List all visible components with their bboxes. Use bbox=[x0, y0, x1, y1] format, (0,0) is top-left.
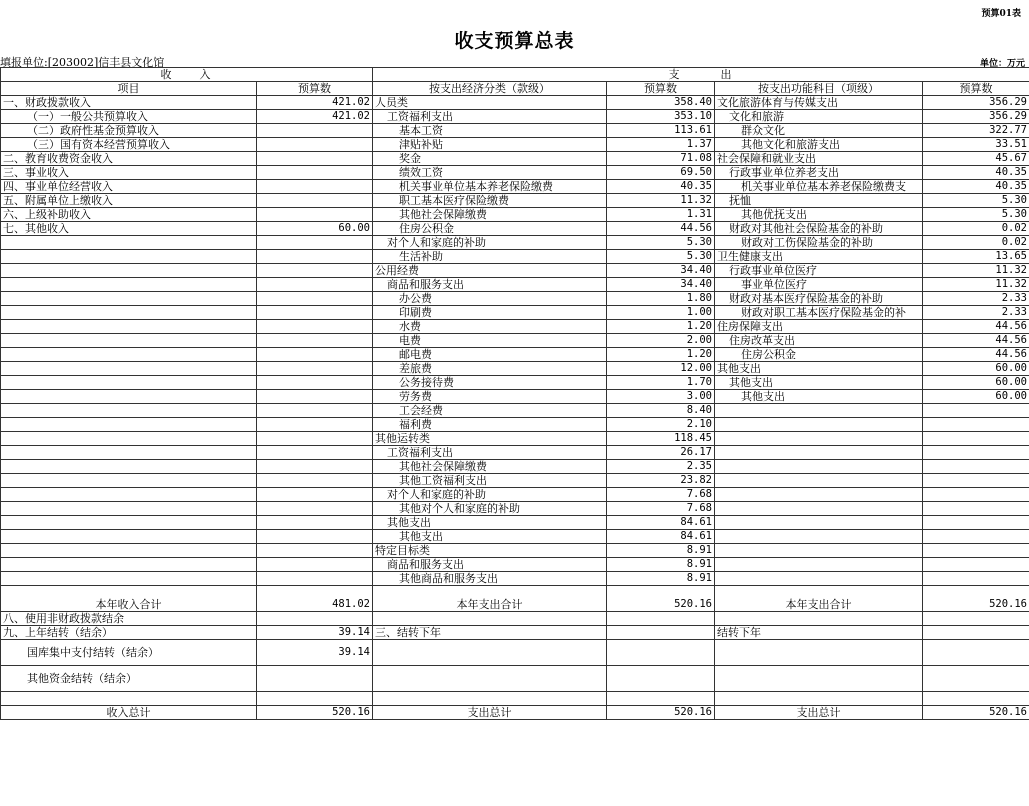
income-item: 五、附属单位上缴收入 bbox=[1, 194, 257, 208]
func-budget-value: 5.30 bbox=[923, 194, 1029, 208]
table-row bbox=[1, 418, 1029, 432]
econ-item: 对个人和家庭的补助 bbox=[373, 488, 607, 502]
income-item bbox=[1, 320, 257, 334]
econ-budget-value: 1.37 bbox=[607, 138, 715, 152]
func-subtotal-value: 520.16 bbox=[923, 586, 1029, 612]
income-item: 一、财政拨款收入 bbox=[1, 96, 257, 110]
econ-item: 工资福利支出 bbox=[373, 446, 607, 460]
header-group-row bbox=[1, 68, 1029, 82]
income-budget-value bbox=[257, 264, 373, 278]
func-item: 住房保障支出 bbox=[715, 320, 923, 334]
income-item bbox=[1, 432, 257, 446]
econ-budget-value: 8.91 bbox=[607, 558, 715, 572]
income-budget-value: 60.00 bbox=[257, 222, 373, 236]
carry-next-year-label: 三、结转下年 bbox=[373, 626, 607, 640]
income-item bbox=[1, 362, 257, 376]
econ-item: 机关事业单位基本养老保险缴费 bbox=[373, 180, 607, 194]
table-row bbox=[1, 362, 1029, 376]
expense-group-header: 支 出 bbox=[373, 68, 1029, 82]
func-budget-value bbox=[923, 502, 1029, 516]
econ-item: 绩效工资 bbox=[373, 166, 607, 180]
func-item: 财政对职工基本医疗保险基金的补 bbox=[715, 306, 923, 320]
income-item: 二、教育收费资金收入 bbox=[1, 152, 257, 166]
econ-budget-value: 69.50 bbox=[607, 166, 715, 180]
fill-unit: 填报单位:[203002]信丰县文化馆 bbox=[0, 56, 165, 69]
table-row bbox=[1, 110, 1029, 124]
treasury-carry-row bbox=[1, 640, 1029, 666]
econ-item: 工资福利支出 bbox=[373, 110, 607, 124]
table-row bbox=[1, 460, 1029, 474]
func-item bbox=[715, 530, 923, 544]
income-item bbox=[1, 264, 257, 278]
income-total-label: 收入总计 bbox=[1, 706, 257, 720]
func-item bbox=[715, 558, 923, 572]
func-item: 其他支出 bbox=[715, 362, 923, 376]
econ-item: 商品和服务支出 bbox=[373, 278, 607, 292]
func-budget-value bbox=[923, 530, 1029, 544]
table-row bbox=[1, 194, 1029, 208]
econ-item: 工会经费 bbox=[373, 404, 607, 418]
econ-item: 其他社会保障缴费 bbox=[373, 208, 607, 222]
income-budget-value bbox=[257, 488, 373, 502]
table-row bbox=[1, 166, 1029, 180]
income-budget-value bbox=[257, 278, 373, 292]
income-budget-value bbox=[257, 236, 373, 250]
econ-item: 基本工资 bbox=[373, 124, 607, 138]
econ-item: 对个人和家庭的补助 bbox=[373, 236, 607, 250]
econ-budget-value: 2.00 bbox=[607, 334, 715, 348]
income-budget-value bbox=[257, 180, 373, 194]
econ-budget-value: 3.00 bbox=[607, 390, 715, 404]
func-budget-value: 60.00 bbox=[923, 376, 1029, 390]
econ-budget-value: 1.20 bbox=[607, 320, 715, 334]
table-row bbox=[1, 264, 1029, 278]
func-budget-value: 322.77 bbox=[923, 124, 1029, 138]
income-item bbox=[1, 530, 257, 544]
income-budget-value bbox=[257, 292, 373, 306]
econ-budget-value: 84.61 bbox=[607, 530, 715, 544]
func-item: 社会保障和就业支出 bbox=[715, 152, 923, 166]
income-budget-value bbox=[257, 516, 373, 530]
econ-item: 电费 bbox=[373, 334, 607, 348]
income-item bbox=[1, 334, 257, 348]
econ-budget-value: 1.31 bbox=[607, 208, 715, 222]
table-row bbox=[1, 306, 1029, 320]
page-title: 收支预算总表 bbox=[454, 30, 575, 52]
table-row bbox=[1, 488, 1029, 502]
func-item bbox=[715, 544, 923, 558]
func-item: 其他支出 bbox=[715, 390, 923, 404]
econ-item: 津贴补贴 bbox=[373, 138, 607, 152]
form-code: 预算01表 bbox=[981, 9, 1021, 19]
income-item: 三、事业收入 bbox=[1, 166, 257, 180]
econ-budget-value: 5.30 bbox=[607, 250, 715, 264]
econ-item: 其他社会保障缴费 bbox=[373, 460, 607, 474]
table-row bbox=[1, 530, 1029, 544]
expense-subtotal-value: 520.16 bbox=[607, 586, 715, 612]
func-budget-value: 40.35 bbox=[923, 180, 1029, 194]
table-row bbox=[1, 516, 1029, 530]
income-budget-value bbox=[257, 530, 373, 544]
econ-item: 其他运转类 bbox=[373, 432, 607, 446]
func-item: 其他支出 bbox=[715, 376, 923, 390]
table-row bbox=[1, 152, 1029, 166]
func-class-header: 按支出功能科目（项级） bbox=[715, 82, 923, 96]
econ-item: 差旅费 bbox=[373, 362, 607, 376]
func-item: 其他文化和旅游支出 bbox=[715, 138, 923, 152]
func-item bbox=[715, 404, 923, 418]
econ-item: 住房公积金 bbox=[373, 222, 607, 236]
income-budget-value: 421.02 bbox=[257, 96, 373, 110]
budget-header: 预算数 bbox=[923, 82, 1029, 96]
table-row bbox=[1, 404, 1029, 418]
treasury-carryover-label: 国库集中支付结转（结余） bbox=[1, 640, 257, 666]
func-budget-value: 356.29 bbox=[923, 110, 1029, 124]
func-item: 财政对其他社会保险基金的补助 bbox=[715, 222, 923, 236]
income-item bbox=[1, 278, 257, 292]
econ-item: 福利费 bbox=[373, 418, 607, 432]
econ-item: 职工基本医疗保险缴费 bbox=[373, 194, 607, 208]
blank-row bbox=[1, 692, 1029, 706]
econ-budget-value: 12.00 bbox=[607, 362, 715, 376]
income-budget-value bbox=[257, 390, 373, 404]
budget-header: 预算数 bbox=[257, 82, 373, 96]
income-budget-value bbox=[257, 376, 373, 390]
econ-class-header: 按支出经济分类（款级） bbox=[373, 82, 607, 96]
func-subtotal-label: 本年支出合计 bbox=[715, 586, 923, 612]
table-row bbox=[1, 278, 1029, 292]
econ-item: 其他支出 bbox=[373, 530, 607, 544]
income-item: 七、其他收入 bbox=[1, 222, 257, 236]
econ-budget-value: 34.40 bbox=[607, 264, 715, 278]
income-item bbox=[1, 446, 257, 460]
func-budget-value: 5.30 bbox=[923, 208, 1029, 222]
econ-budget-value: 40.35 bbox=[607, 180, 715, 194]
func-budget-value: 60.00 bbox=[923, 362, 1029, 376]
func-total-value: 520.16 bbox=[923, 706, 1029, 720]
econ-budget-value: 23.82 bbox=[607, 474, 715, 488]
income-budget-value bbox=[257, 250, 373, 264]
income-budget-value bbox=[257, 348, 373, 362]
func-total-label: 支出总计 bbox=[715, 706, 923, 720]
econ-budget-value: 8.91 bbox=[607, 572, 715, 586]
carry-next-year-func-label: 结转下年 bbox=[715, 626, 923, 640]
subtotal-row bbox=[1, 586, 1029, 612]
func-budget-value bbox=[923, 460, 1029, 474]
econ-item: 其他商品和服务支出 bbox=[373, 572, 607, 586]
income-item bbox=[1, 544, 257, 558]
func-item bbox=[715, 516, 923, 530]
func-item: 财政对基本医疗保险基金的补助 bbox=[715, 292, 923, 306]
income-budget-value bbox=[257, 404, 373, 418]
table-row bbox=[1, 446, 1029, 460]
income-item bbox=[1, 404, 257, 418]
econ-budget-value: 84.61 bbox=[607, 516, 715, 530]
func-budget-value bbox=[923, 572, 1029, 586]
func-item bbox=[715, 432, 923, 446]
econ-item: 邮电费 bbox=[373, 348, 607, 362]
func-budget-value bbox=[923, 488, 1029, 502]
econ-item: 商品和服务支出 bbox=[373, 558, 607, 572]
income-budget-value bbox=[257, 502, 373, 516]
func-budget-value: 0.02 bbox=[923, 222, 1029, 236]
func-item: 财政对工伤保险基金的补助 bbox=[715, 236, 923, 250]
income-item: （一）一般公共预算收入 bbox=[1, 110, 257, 124]
table-row bbox=[1, 544, 1029, 558]
econ-budget-value: 1.00 bbox=[607, 306, 715, 320]
income-budget-value: 421.02 bbox=[257, 110, 373, 124]
other-funds-carryover-label: 其他资金结转（结余） bbox=[1, 666, 257, 692]
econ-budget-value: 7.68 bbox=[607, 502, 715, 516]
income-budget-value bbox=[257, 124, 373, 138]
income-item bbox=[1, 292, 257, 306]
table-row bbox=[1, 320, 1029, 334]
func-item: 机关事业单位基本养老保险缴费支 bbox=[715, 180, 923, 194]
econ-budget-value: 44.56 bbox=[607, 222, 715, 236]
income-budget-value bbox=[257, 558, 373, 572]
income-budget-value bbox=[257, 334, 373, 348]
func-item bbox=[715, 446, 923, 460]
func-item: 文化和旅游 bbox=[715, 110, 923, 124]
grand-total-row bbox=[1, 706, 1029, 720]
income-subtotal-label: 本年收入合计 bbox=[1, 586, 257, 612]
income-budget-value bbox=[257, 138, 373, 152]
income-budget-value bbox=[257, 166, 373, 180]
income-item bbox=[1, 306, 257, 320]
income-budget-value bbox=[257, 432, 373, 446]
econ-budget-value: 71.08 bbox=[607, 152, 715, 166]
func-item: 行政事业单位养老支出 bbox=[715, 166, 923, 180]
income-item bbox=[1, 460, 257, 474]
income-budget-value bbox=[257, 362, 373, 376]
econ-budget-value: 2.10 bbox=[607, 418, 715, 432]
func-budget-value bbox=[923, 418, 1029, 432]
income-budget-value bbox=[257, 152, 373, 166]
budget-table bbox=[0, 67, 1029, 720]
table-row bbox=[1, 376, 1029, 390]
income-item bbox=[1, 348, 257, 362]
income-item: 四、事业单位经营收入 bbox=[1, 180, 257, 194]
func-budget-value: 13.65 bbox=[923, 250, 1029, 264]
func-budget-value: 11.32 bbox=[923, 264, 1029, 278]
income-item bbox=[1, 390, 257, 404]
prior-year-carryover-label: 九、上年结转（结余） bbox=[1, 626, 257, 640]
econ-budget-value: 26.17 bbox=[607, 446, 715, 460]
econ-item: 其他对个人和家庭的补助 bbox=[373, 502, 607, 516]
func-item: 行政事业单位医疗 bbox=[715, 264, 923, 278]
econ-budget-value: 7.68 bbox=[607, 488, 715, 502]
header-column-row bbox=[1, 82, 1029, 96]
income-group-header: 收 入 bbox=[1, 68, 373, 82]
func-budget-value: 2.33 bbox=[923, 292, 1029, 306]
econ-budget-value: 1.20 bbox=[607, 348, 715, 362]
table-row bbox=[1, 292, 1029, 306]
income-item bbox=[1, 236, 257, 250]
econ-budget-value: 2.35 bbox=[607, 460, 715, 474]
table-row bbox=[1, 572, 1029, 586]
income-budget-value bbox=[257, 544, 373, 558]
econ-item: 印刷费 bbox=[373, 306, 607, 320]
income-item bbox=[1, 376, 257, 390]
income-item: （三）国有资本经营预算收入 bbox=[1, 138, 257, 152]
econ-item: 奖金 bbox=[373, 152, 607, 166]
econ-budget-value: 11.32 bbox=[607, 194, 715, 208]
func-budget-value: 356.29 bbox=[923, 96, 1029, 110]
func-item: 住房公积金 bbox=[715, 348, 923, 362]
func-item: 事业单位医疗 bbox=[715, 278, 923, 292]
table-row bbox=[1, 334, 1029, 348]
income-item: （二）政府性基金预算收入 bbox=[1, 124, 257, 138]
income-item bbox=[1, 502, 257, 516]
func-budget-value: 44.56 bbox=[923, 348, 1029, 362]
econ-budget-value: 1.70 bbox=[607, 376, 715, 390]
econ-item: 生活补助 bbox=[373, 250, 607, 264]
table-row bbox=[1, 208, 1029, 222]
income-budget-value bbox=[257, 572, 373, 586]
econ-item: 其他支出 bbox=[373, 516, 607, 530]
non-fiscal-surplus-label: 八、使用非财政拨款结余 bbox=[1, 612, 257, 626]
income-budget-value bbox=[257, 208, 373, 222]
econ-item: 公用经费 bbox=[373, 264, 607, 278]
func-budget-value: 44.56 bbox=[923, 320, 1029, 334]
func-item bbox=[715, 418, 923, 432]
income-item bbox=[1, 250, 257, 264]
income-subtotal-value: 481.02 bbox=[257, 586, 373, 612]
table-row bbox=[1, 124, 1029, 138]
income-budget-value bbox=[257, 418, 373, 432]
func-item bbox=[715, 488, 923, 502]
func-item: 抚恤 bbox=[715, 194, 923, 208]
econ-item: 其他工资福利支出 bbox=[373, 474, 607, 488]
func-budget-value: 60.00 bbox=[923, 390, 1029, 404]
table-row bbox=[1, 138, 1029, 152]
func-budget-value bbox=[923, 474, 1029, 488]
func-budget-value: 44.56 bbox=[923, 334, 1029, 348]
prior-year-carryover-value: 39.14 bbox=[257, 626, 373, 640]
expense-subtotal-label: 本年支出合计 bbox=[373, 586, 607, 612]
income-budget-value bbox=[257, 446, 373, 460]
func-item bbox=[715, 460, 923, 474]
item-header: 项目 bbox=[1, 82, 257, 96]
table-row bbox=[1, 558, 1029, 572]
table-row bbox=[1, 474, 1029, 488]
income-item bbox=[1, 474, 257, 488]
func-budget-value bbox=[923, 404, 1029, 418]
table-row bbox=[1, 222, 1029, 236]
econ-budget-value: 1.80 bbox=[607, 292, 715, 306]
treasury-carryover-value: 39.14 bbox=[257, 640, 373, 666]
econ-budget-value: 353.10 bbox=[607, 110, 715, 124]
carry-row-8 bbox=[1, 612, 1029, 626]
expense-total-label: 支出总计 bbox=[373, 706, 607, 720]
func-budget-value: 40.35 bbox=[923, 166, 1029, 180]
table-row bbox=[1, 180, 1029, 194]
econ-budget-value: 358.40 bbox=[607, 96, 715, 110]
func-item bbox=[715, 572, 923, 586]
econ-budget-value: 118.45 bbox=[607, 432, 715, 446]
func-item: 群众文化 bbox=[715, 124, 923, 138]
econ-item: 办公费 bbox=[373, 292, 607, 306]
table-row bbox=[1, 348, 1029, 362]
other-funds-carry-row bbox=[1, 666, 1029, 692]
table-footer bbox=[1, 586, 1029, 720]
income-item: 六、上级补助收入 bbox=[1, 208, 257, 222]
econ-item: 人员类 bbox=[373, 96, 607, 110]
func-budget-value: 0.02 bbox=[923, 236, 1029, 250]
econ-budget-value: 34.40 bbox=[607, 278, 715, 292]
func-item bbox=[715, 502, 923, 516]
econ-item: 特定目标类 bbox=[373, 544, 607, 558]
func-budget-value: 33.51 bbox=[923, 138, 1029, 152]
income-item bbox=[1, 516, 257, 530]
unit-label: 单位：万元 bbox=[979, 59, 1025, 69]
table-row bbox=[1, 390, 1029, 404]
func-item: 卫生健康支出 bbox=[715, 250, 923, 264]
econ-budget-value: 5.30 bbox=[607, 236, 715, 250]
econ-item: 劳务费 bbox=[373, 390, 607, 404]
func-budget-value: 45.67 bbox=[923, 152, 1029, 166]
table-row bbox=[1, 432, 1029, 446]
func-budget-value: 11.32 bbox=[923, 278, 1029, 292]
income-budget-value bbox=[257, 194, 373, 208]
func-budget-value bbox=[923, 516, 1029, 530]
econ-item: 水费 bbox=[373, 320, 607, 334]
econ-budget-value: 113.61 bbox=[607, 124, 715, 138]
func-item: 其他优抚支出 bbox=[715, 208, 923, 222]
econ-budget-value: 8.91 bbox=[607, 544, 715, 558]
table-row bbox=[1, 250, 1029, 264]
econ-item: 公务接待费 bbox=[373, 376, 607, 390]
table-row bbox=[1, 236, 1029, 250]
func-budget-value: 2.33 bbox=[923, 306, 1029, 320]
income-budget-value bbox=[257, 320, 373, 334]
income-budget-value bbox=[257, 474, 373, 488]
table-row bbox=[1, 96, 1029, 110]
income-item bbox=[1, 418, 257, 432]
econ-budget-value: 8.40 bbox=[607, 404, 715, 418]
table-row bbox=[1, 502, 1029, 516]
func-item: 文化旅游体育与传媒支出 bbox=[715, 96, 923, 110]
func-budget-value bbox=[923, 432, 1029, 446]
carry-row-9 bbox=[1, 626, 1029, 640]
budget-header: 预算数 bbox=[607, 82, 715, 96]
income-total-value: 520.16 bbox=[257, 706, 373, 720]
expense-total-value: 520.16 bbox=[607, 706, 715, 720]
income-budget-value bbox=[257, 306, 373, 320]
func-item bbox=[715, 474, 923, 488]
func-budget-value bbox=[923, 544, 1029, 558]
income-item bbox=[1, 488, 257, 502]
table-body bbox=[1, 96, 1029, 586]
income-budget-value bbox=[257, 460, 373, 474]
func-budget-value bbox=[923, 446, 1029, 460]
income-item bbox=[1, 558, 257, 572]
func-item: 住房改革支出 bbox=[715, 334, 923, 348]
income-item bbox=[1, 572, 257, 586]
func-budget-value bbox=[923, 558, 1029, 572]
